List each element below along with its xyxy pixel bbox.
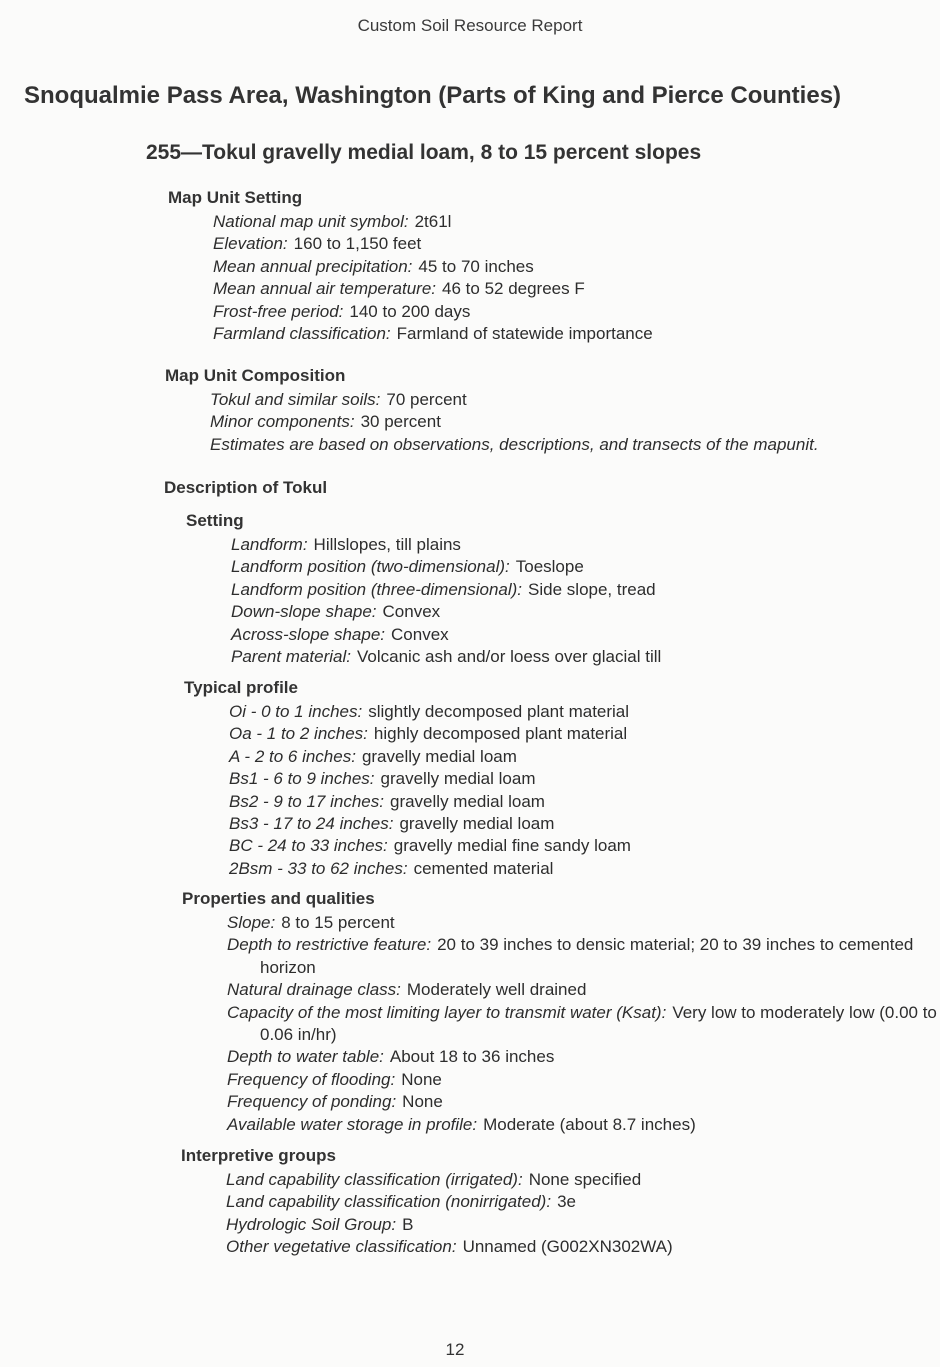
- property-row: [210, 389, 819, 411]
- horizon-row: [229, 701, 631, 723]
- horizon-row: [229, 835, 631, 857]
- property-label: Slope:: [227, 913, 276, 932]
- property-value: 20 to 39 inches to densic material; 20 to 39 inches to cemented horizon: [260, 935, 914, 977]
- map-unit-composition-section: [165, 365, 819, 456]
- property-value: None specified: [528, 1170, 642, 1189]
- property-row: [213, 323, 653, 345]
- property-row: [213, 301, 653, 323]
- horizon-label: Bs3 - 17 to 24 inches:: [229, 814, 394, 834]
- horizon-label: 2Bsm - 33 to 62 inches:: [229, 858, 408, 878]
- property-row: [213, 211, 653, 233]
- property-label: National map unit symbol:: [213, 212, 409, 231]
- horizon-value: slightly decomposed plant material: [368, 702, 630, 721]
- map-unit-composition-list: [210, 389, 819, 456]
- horizon-row: [229, 858, 631, 880]
- property-row: [231, 646, 661, 668]
- property-label: Capacity of the most limiting layer to transmit water (Ksat):: [227, 1002, 667, 1022]
- property-label: Frequency of ponding:: [227, 1092, 397, 1112]
- property-row: [227, 1046, 912, 1068]
- property-label: Frost-free period:: [213, 301, 344, 321]
- property-label: Farmland classification:: [213, 324, 391, 344]
- property-value: 70 percent: [386, 390, 467, 409]
- property-row: [226, 1214, 673, 1236]
- property-value: Farmland of statewide importance: [396, 324, 653, 344]
- horizon-value: gravelly medial fine sandy loam: [393, 836, 631, 856]
- property-value: Moderately well drained: [406, 980, 587, 1000]
- property-row: [227, 1069, 912, 1091]
- horizon-value: gravelly medial loam: [389, 791, 545, 811]
- property-value: Very low to moderately low (0.00 to 0.06 in/hr): [260, 1002, 937, 1045]
- horizon-value: gravelly medial loam: [399, 814, 555, 834]
- property-value: 45 to 70 inches: [418, 256, 534, 276]
- interpretive-groups-list: [226, 1169, 673, 1259]
- property-label: Landform position (three-dimensional):: [231, 579, 523, 599]
- property-label: Parent material:: [231, 647, 351, 667]
- property-row: [231, 624, 661, 646]
- property-row: [226, 1169, 673, 1191]
- subsection-heading: Typical profile: [184, 678, 298, 697]
- property-row: [227, 1114, 912, 1136]
- property-label: Tokul and similar soils:: [210, 390, 381, 409]
- property-value: About 18 to 36 inches: [389, 1047, 555, 1067]
- property-row: [227, 934, 932, 979]
- property-label: Other vegetative classification:: [226, 1237, 457, 1257]
- horizon-label: Bs1 - 6 to 9 inches:: [229, 769, 375, 789]
- property-value: Convex: [382, 602, 441, 622]
- property-label: Mean annual air temperature:: [213, 279, 437, 299]
- horizon-row: [229, 723, 631, 745]
- properties-list: [227, 912, 937, 1136]
- map-unit-title: 255—Tokul gravelly medial loam, 8 to 15 percent slopes: [146, 141, 702, 164]
- area-title: Snoqualmie Pass Area, Washington (Parts of King and Pierce Counties): [24, 82, 842, 109]
- property-label: Mean annual precipitation:: [213, 256, 413, 276]
- property-value: Hillslopes, till plains: [313, 535, 461, 554]
- subsection-heading: Properties and qualities: [182, 889, 375, 908]
- property-value: Volcanic ash and/or loess over glacial till: [357, 647, 662, 667]
- horizon-label: Oi - 0 to 1 inches:: [229, 702, 363, 721]
- typical-profile-section: [184, 677, 631, 880]
- property-value: None: [402, 1092, 443, 1112]
- property-row: [231, 601, 661, 623]
- property-label: Minor components:: [210, 412, 355, 432]
- setting-list: [231, 534, 661, 668]
- property-label: Land capability classification (irrigated):: [226, 1170, 523, 1189]
- property-label: Depth to water table:: [227, 1047, 384, 1067]
- subsection-heading: Interpretive groups: [181, 1146, 336, 1165]
- horizon-label: BC - 24 to 33 inches:: [229, 836, 388, 856]
- horizon-label: Bs2 - 9 to 17 inches:: [229, 791, 384, 811]
- property-value: 8 to 15 percent: [281, 913, 395, 932]
- property-label: Depth to restrictive feature:: [227, 935, 432, 955]
- horizon-value: gravelly medial loam: [380, 769, 536, 789]
- property-row: [227, 979, 912, 1001]
- property-value: 140 to 200 days: [349, 301, 471, 321]
- property-row: [210, 411, 819, 433]
- property-row: [231, 579, 661, 601]
- property-label: Landform position (two-dimensional):: [231, 557, 510, 577]
- property-row: [213, 256, 653, 278]
- horizon-label: Oa - 1 to 2 inches:: [229, 724, 368, 744]
- property-value: Toeslope: [515, 557, 584, 577]
- property-value: 160 to 1,150 feet: [293, 234, 422, 254]
- setting-section: [186, 510, 661, 668]
- interpretive-groups-section: [181, 1145, 673, 1259]
- section-heading: Map Unit Setting: [168, 188, 303, 207]
- horizon-row: [229, 791, 631, 813]
- property-label: Available water storage in profile:: [227, 1114, 478, 1134]
- horizon-value: highly decomposed plant material: [373, 724, 628, 744]
- property-label: Natural drainage class:: [227, 980, 401, 1000]
- property-row: [226, 1236, 673, 1258]
- property-row: [231, 534, 661, 556]
- property-value: Convex: [391, 624, 449, 644]
- property-label: Hydrologic Soil Group:: [226, 1214, 397, 1234]
- property-label: Elevation:: [213, 234, 288, 254]
- property-row: [213, 278, 653, 300]
- property-row: [226, 1191, 673, 1213]
- map-unit-setting-section: [168, 187, 653, 345]
- property-value: Unnamed (G002XN302WA): [462, 1237, 673, 1257]
- description-heading-block: [164, 477, 327, 501]
- property-row: [227, 912, 912, 934]
- horizon-row: [229, 768, 631, 790]
- property-label: Land capability classification (nonirrigated):: [226, 1192, 552, 1212]
- horizon-value: cemented material: [413, 858, 554, 878]
- property-value: None: [401, 1069, 442, 1089]
- property-value: 2t61l: [414, 212, 452, 231]
- property-row: [231, 556, 661, 578]
- horizon-row: [229, 746, 631, 768]
- composition-note: Estimates are based on observations, descriptions, and transects of the mapunit.: [210, 434, 819, 454]
- section-heading: Description of Tokul: [164, 478, 328, 497]
- map-unit-setting-list: [213, 211, 653, 345]
- subsection-heading: Setting: [186, 511, 244, 530]
- property-value: 3e: [557, 1192, 576, 1212]
- property-value: Side slope, tread: [528, 579, 656, 599]
- property-value: 46 to 52 degrees F: [442, 279, 585, 299]
- property-value: B: [402, 1214, 414, 1234]
- properties-section: [182, 888, 937, 1136]
- section-heading: Map Unit Composition: [165, 366, 346, 385]
- horizon-row: [229, 813, 631, 835]
- horizon-value: gravelly medial loam: [361, 746, 517, 766]
- property-row: [213, 233, 653, 255]
- horizon-label: A - 2 to 6 inches:: [229, 746, 356, 766]
- typical-profile-list: [229, 701, 631, 880]
- property-label: Across-slope shape:: [231, 624, 386, 644]
- property-row: [227, 1002, 940, 1047]
- page-number: 12: [445, 1340, 465, 1359]
- running-header: Custom Soil Resource Report: [357, 16, 583, 35]
- property-row: [227, 1091, 912, 1113]
- property-label: Landform:: [231, 535, 308, 554]
- property-value: Moderate (about 8.7 inches): [483, 1114, 696, 1134]
- property-label: Frequency of flooding:: [227, 1069, 396, 1089]
- property-label: Down-slope shape:: [231, 602, 377, 622]
- property-value: 30 percent: [360, 412, 441, 432]
